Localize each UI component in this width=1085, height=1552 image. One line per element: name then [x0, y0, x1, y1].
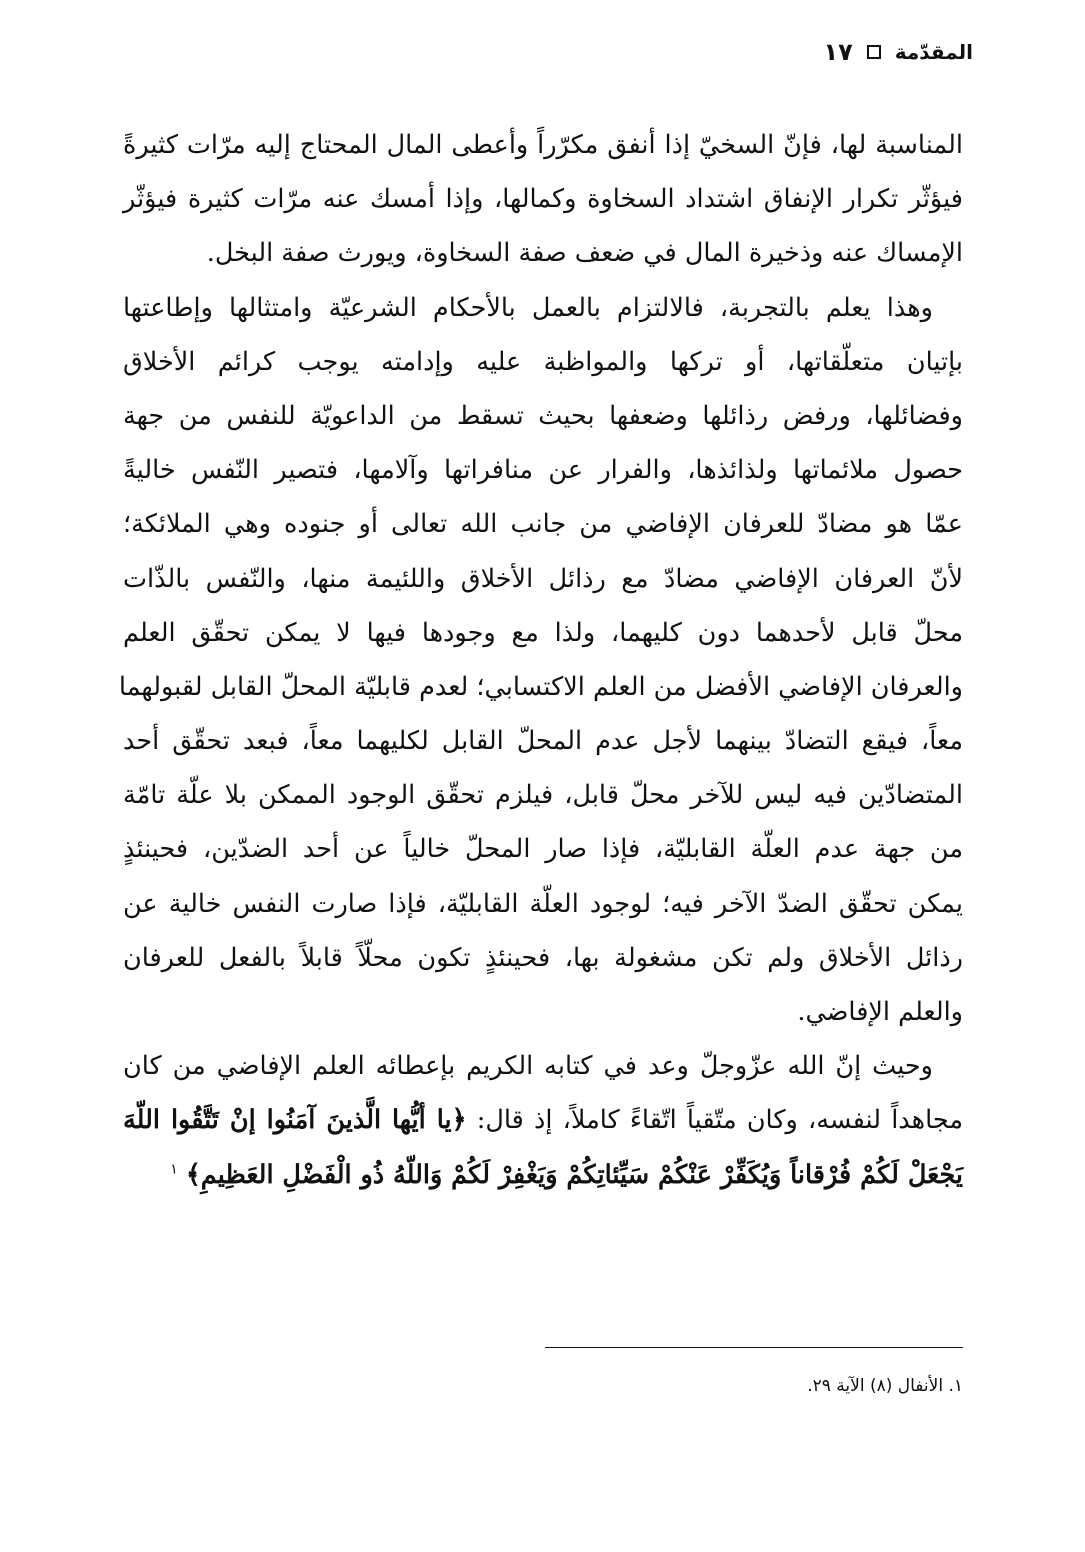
text-line-with-quran — [123, 1093, 963, 1147]
text-line: المناسبة لها، فإنّ السخيّ إذا أنفق مكرّراً وأعطى المال المحتاج إليه مرّات كثيرةً — [123, 130, 963, 160]
chapter-title: المقدّمة — [894, 40, 973, 64]
footnote-divider — [545, 1347, 963, 1348]
text-line: والعرفان الإفاضي الأفضل من العلم الاكتسابي؛ لعدم قابليّة المحلّ القابل لقبولهما — [118, 671, 963, 702]
text-line: بإتيان متعلّقاتها، أو تركها والمواظبة عليه وإدامته يوجب كرائم الأخلاق — [123, 346, 963, 377]
text-line: وهذا يعلم بالتجربة، فالالتزام بالعمل بالأحكام الشرعيّة وامتثالها وإطاعتها — [123, 292, 933, 323]
text-line: الإمساك عنه وذخيرة المال في ضعف صفة السخاوة، ويورث صفة البخل. — [206, 238, 963, 269]
text-line: المتضادّين فيه ليس للآخر محلّ قابل، فيلزم تحقّق الوجود الممكن بلا علّة تامّة — [123, 780, 963, 811]
quran-verse: يَجْعَلْ لَكُمْ فُرْقاناً وَيُكَفِّرْ عَنْكُمْ سَيِّئاتِكُمْ وَيَغْفِرْ لَكُمْ وَاللّهُ ذُو الْفَضْلِ العَظِيمِ﴾ — [185, 1159, 963, 1190]
text-line: حصول ملائماتها ولذائذها، والفرار عن منافراتها وآلامها، فتصير النّفس خاليةً — [123, 455, 963, 486]
text-line: فيؤثّر تكرار الإنفاق اشتداد السخاوة وكمالها، وإذا أمسك عنه مرّات كثيرة فيؤثّر — [123, 184, 963, 215]
main-text — [118, 118, 963, 1202]
text-line: عمّا هو مضادّ للعرفان الإفاضي من جانب الله تعالى أو جنوده وهي الملائكة؛ — [123, 509, 963, 540]
text-line: معاً، فيقع التضادّ بينهما لأجل عدم المحلّ القابل لكليهما معاً، فبعد تحقّق أحد — [123, 726, 963, 757]
text-line: وحيث إنّ الله عزّوجلّ وعد في كتابه الكريم بإعطائه العلم الإفاضي من كان — [123, 1051, 933, 1082]
footnote: ١. الأنفال (٨) الآية ٢٩. — [807, 1376, 963, 1396]
text-line: لأنّ العرفان الإفاضي مضادّ مع رذائل الأخلاق واللئيمة منها، والنّفس بالذّات — [123, 563, 963, 594]
text-line: من جهة عدم العلّة القابليّة، فإذا صار المحلّ خالياً عن أحد الضدّين، فحينئذٍ — [123, 834, 963, 865]
line-text: مجاهداً لنفسه، وكان متّقياً اتّقاءً كاملاً، إذ قال: — [476, 1105, 963, 1136]
text-line: محلّ قابل لأحدهما دون كليهما، ولذا مع وجودها فيها لا يمكن تحقّق العلم — [123, 617, 963, 648]
running-header — [823, 38, 973, 66]
quran-verse: ﴿يا أيُّها الَّذينَ آمَنُوا إنْ تَتَّقُوا اللّهَ — [123, 1105, 467, 1136]
text-line: والعلم الإفاضي. — [797, 997, 963, 1027]
page-number: ١٧ — [823, 38, 853, 66]
footnote-marker: ١ — [170, 1161, 178, 1178]
square-separator-icon — [867, 45, 881, 59]
quran-verse-line — [123, 1148, 963, 1202]
text-line: وفضائلها، ورفض رذائلها وضعفها بحيث تسقط من الداعويّة للنفس من جهة — [123, 400, 963, 431]
text-line: يمكن تحقّق الضدّ الآخر فيه؛ لوجود العلّة القابليّة، فإذا صارت النفس خالية عن — [123, 888, 963, 919]
text-line: رذائل الأخلاق ولم تكن مشغولة بها، فحينئذٍ تكون محلّاً قابلاً بالفعل للعرفان — [123, 942, 963, 973]
